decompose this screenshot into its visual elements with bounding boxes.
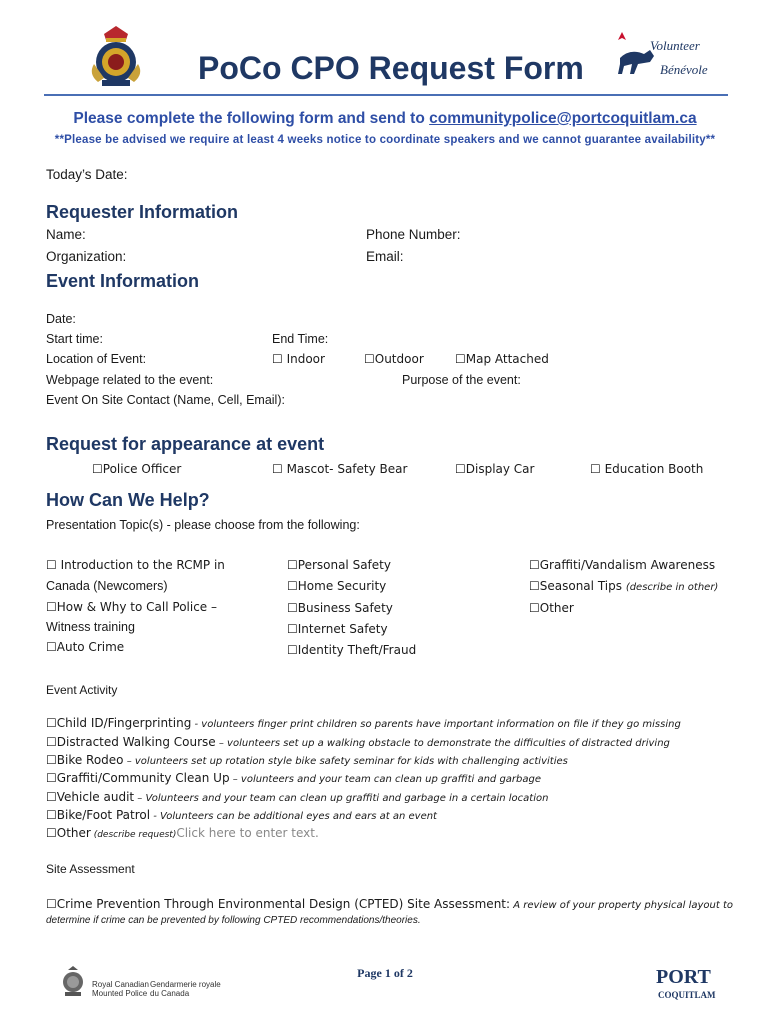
- page-number: Page 1 of 2: [357, 966, 413, 980]
- webpage-label: Webpage related to the event:: [46, 373, 214, 387]
- event-date-label: Date:: [46, 312, 76, 326]
- topic-call-police-cont: Witness training: [46, 620, 135, 634]
- display-car-checkbox[interactable]: ☐Display Car: [455, 462, 535, 476]
- todays-date-label: Today’s Date:: [46, 167, 128, 182]
- email-label: Email:: [366, 249, 404, 264]
- topic-rcmp-intro-cont: Canada (Newcomers): [46, 579, 168, 593]
- activity-item[interactable]: [46, 716, 681, 730]
- activity-other-note: (describe request): [90, 830, 177, 840]
- end-time-label: End Time:: [272, 332, 329, 346]
- activity-label: ☐Vehicle audit: [46, 790, 135, 804]
- coquitlam-logo-text: COQUITLAM: [658, 990, 716, 1000]
- education-booth-checkbox[interactable]: ☐ Education Booth: [590, 462, 704, 476]
- site-heading: Site Assessment: [46, 862, 135, 876]
- volunteer-logo: [610, 28, 720, 90]
- appearance-heading: Request for appearance at event: [46, 434, 325, 454]
- activity-label: ☐Bike/Foot Patrol: [46, 808, 151, 822]
- topic-personal-safety-checkbox[interactable]: ☐Personal Safety: [287, 558, 391, 572]
- topics-subtitle: Presentation Topic(s) - please choose from the following:: [46, 518, 360, 532]
- benevole-logo-text: Bénévole: [660, 62, 708, 77]
- location-label: Location of Event:: [46, 352, 147, 366]
- intro-text: [0, 110, 770, 128]
- requester-heading: Requester Information: [46, 202, 239, 222]
- police-officer-checkbox[interactable]: ☐Police Officer: [92, 462, 182, 476]
- event-heading: Event Information: [46, 271, 200, 291]
- contact-label: Event On Site Contact (Name, Cell, Email):: [46, 393, 285, 407]
- activity-note: – volunteers set up rotation style bike safety seminar for kids with challenging activities: [123, 756, 568, 767]
- notice-text: **Please be advised we require at least 4 weeks notice to coordinate speakers and we cannot guarantee availability**: [54, 134, 716, 146]
- rcmp-fr-line1: Gendarmerie royale: [150, 980, 221, 989]
- activity-heading: Event Activity: [46, 683, 118, 697]
- activity-note: – Volunteers and your team can clean up graffiti and garbage in a certain location: [134, 793, 549, 804]
- topic-internet-safety-checkbox[interactable]: ☐Internet Safety: [287, 622, 388, 636]
- activity-item[interactable]: [46, 771, 541, 785]
- activity-item[interactable]: [46, 735, 670, 749]
- activity-label: ☐Distracted Walking Course: [46, 735, 216, 749]
- activity-label: ☐Graffiti/Community Clean Up: [46, 771, 230, 785]
- topic-business-safety-checkbox[interactable]: ☐Business Safety: [287, 601, 393, 615]
- rcmp-crest-logo: [84, 24, 148, 88]
- activity-item[interactable]: [46, 753, 568, 767]
- outdoor-checkbox[interactable]: ☐Outdoor: [364, 352, 424, 366]
- page-title: PoCo CPO Request Form: [198, 50, 584, 86]
- phone-label: Phone Number:: [366, 227, 461, 242]
- rcmp-en-line2: Mounted Police: [92, 989, 148, 998]
- topic-home-security-checkbox[interactable]: ☐Home Security: [287, 579, 387, 593]
- activity-note: – volunteers set up a walking obstacle to demonstrate the difficulties of distracted driving: [215, 738, 670, 749]
- activity-label: ☐Child ID/Fingerprinting: [46, 716, 192, 730]
- seasonal-tips-note: (describe in other): [625, 582, 719, 593]
- activity-note: - volunteers finger print children so parents have important information on file if they go missing: [191, 719, 681, 730]
- organization-label: Organization:: [46, 249, 127, 264]
- port-logo-text: PORT: [656, 966, 711, 988]
- email-link[interactable]: communitypolice@portcoquitlam.ca: [429, 110, 697, 127]
- activity-note: - Volunteers can be additional eyes and ears at an event: [150, 811, 437, 822]
- name-label: Name:: [46, 227, 86, 242]
- rcmp-en-line1: Royal Canadian: [92, 980, 149, 989]
- rcmp-fr-line2: du Canada: [150, 989, 190, 998]
- intro-prefix: Please complete the following form and send to: [73, 110, 430, 127]
- other-text-field[interactable]: Click here to enter text.: [176, 826, 319, 840]
- activity-item[interactable]: [46, 808, 437, 822]
- activity-other-label: ☐Other: [46, 826, 91, 840]
- help-heading: How Can We Help?: [46, 490, 210, 510]
- activity-item[interactable]: [46, 790, 548, 804]
- activity-note: – volunteers and your team can clean up graffiti and garbage: [229, 774, 542, 785]
- topic-auto-crime-checkbox[interactable]: ☐Auto Crime: [46, 640, 125, 654]
- topic-graffiti-checkbox[interactable]: ☐Graffiti/Vandalism Awareness: [529, 558, 716, 572]
- activity-label: ☐Bike Rodeo: [46, 753, 124, 767]
- cpted-note-cont: determine if crime can be prevented by following CPTED recommendations/theories.: [46, 915, 421, 926]
- cpted-note: A review of your property physical layout to: [510, 900, 733, 911]
- cpted-label: ☐Crime Prevention Through Environmental Design (CPTED) Site Assessment:: [46, 897, 511, 911]
- volunteer-logo-text: Volunteer: [650, 38, 700, 53]
- topic-call-police-checkbox[interactable]: ☐How & Why to Call Police –: [46, 600, 217, 614]
- port-coquitlam-logo: [654, 966, 724, 1006]
- purpose-label: Purpose of the event:: [402, 373, 521, 387]
- map-attached-checkbox[interactable]: ☐Map Attached: [455, 352, 549, 366]
- cpted-checkbox[interactable]: [46, 897, 733, 911]
- seasonal-tips-label: ☐Seasonal Tips: [529, 579, 622, 593]
- header-rule: [44, 94, 728, 96]
- start-time-label: Start time:: [46, 332, 103, 346]
- topic-identity-theft-checkbox[interactable]: ☐Identity Theft/Fraud: [287, 643, 417, 657]
- mascot-checkbox[interactable]: ☐ Mascot- Safety Bear: [272, 462, 408, 476]
- topic-seasonal-tips-checkbox[interactable]: [529, 579, 718, 593]
- topic-rcmp-intro-checkbox[interactable]: ☐ Introduction to the RCMP in: [46, 558, 225, 572]
- activity-other-checkbox[interactable]: [46, 826, 319, 840]
- indoor-checkbox[interactable]: ☐ Indoor: [272, 352, 325, 366]
- topic-other-checkbox[interactable]: ☐Other: [529, 601, 574, 615]
